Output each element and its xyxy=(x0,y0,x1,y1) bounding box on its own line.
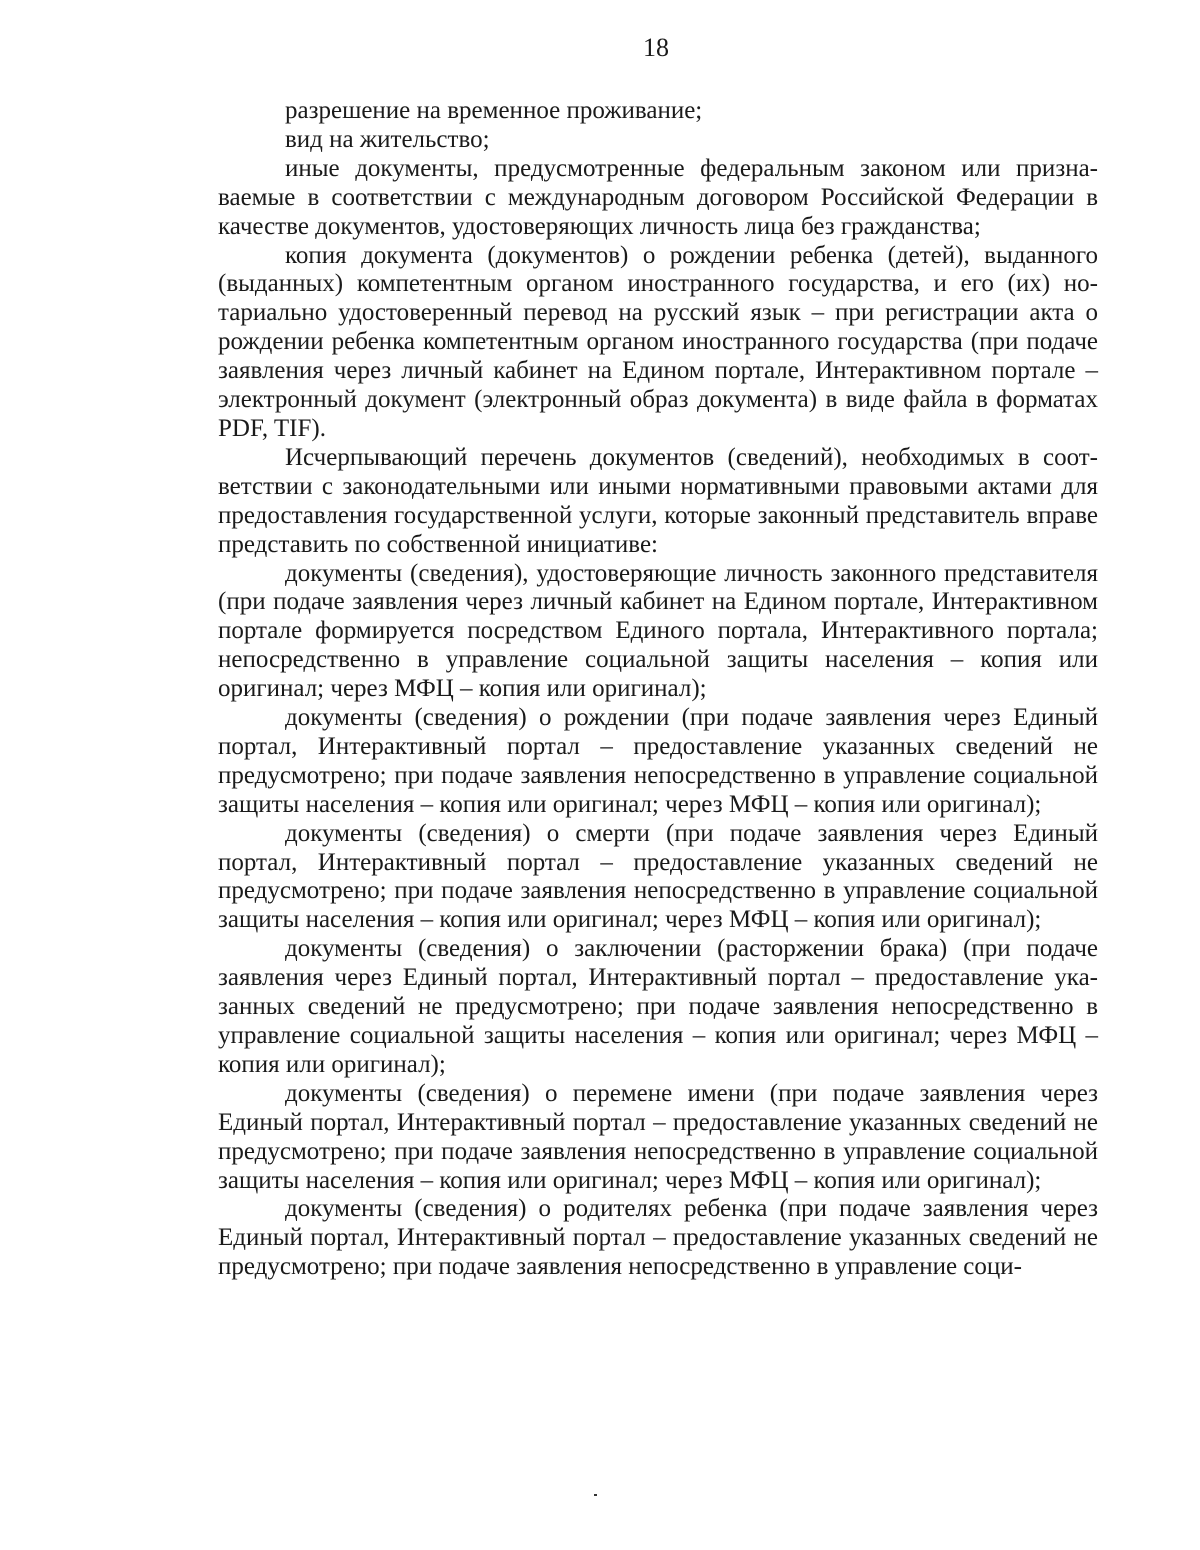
scan-speck xyxy=(594,1494,597,1496)
paragraph-birth-documents: документы (сведения) о рождении (при подаче заявления через Единый портал, Интерактивный портал – предоставление указанных сведений не предусмотрено; при подаче заявления непосредственно в управление социальной защиты населения – копия или оригинал; через МФЦ – копия или оригинал); xyxy=(218,704,1098,818)
paragraph-name-change-documents: документы (сведения) о перемене имени (при подаче заявления через Единый портал, Интерактивный портал – предоставление указанных сведений не предусмотрено; при подаче заявления непосредственно в управление социальной защиты населения – копия или оригинал; через МФЦ – копия или оригинал); xyxy=(218,1079,1098,1194)
paragraph-temporary-residence: разрешение на временное проживание; xyxy=(285,97,703,124)
document-body xyxy=(218,97,1098,1282)
paragraph-identity-documents: документы (сведения), удостоверяющие личность законного представителя (при подаче заявления через личный кабинет на Едином портале, Интерактивном портале формируется посредством Единого портала, Интерактивного портала; непосредственно в управление социальной защиты населения – копия или оригинал; через МФЦ – копия или оригинал); xyxy=(218,559,1098,703)
paragraph-other-documents: иные документы, предусмотренные федеральным законом или признаваемые в соответствии с международным договором Российской Федерации в качестве документов, удостоверяющих личность лица без гражданства; xyxy=(218,154,1098,240)
paragraph-parents-documents: документы (сведения) о родителях ребенка (при подаче заявления через Единый портал, Интерактивный портал – предоставление указанных сведений не предусмотрено; при подаче заявления непосредственно в управление соци- xyxy=(218,1195,1098,1281)
paragraph-birth-document-copy: копия документа (документов) о рождении ребенка (детей), выданного (выданных) компетентным органом иностранного государства, и его (их) нотариально удостоверенный перевод на русский язык – при регистрации акта о рождении ребенка компетентным органом иностранного государства (при подаче заявления через личный кабинет на Едином портале, Интерактивном портале – электронный документ (электронный образ документа) в виде файла в форматах PDF, TIF). xyxy=(218,241,1098,442)
paragraph-death-documents: документы (сведения) о смерти (при подаче заявления через Единый портал, Интерактивный портал – предоставление указанных сведений не предусмотрено; при подаче заявления непосредственно в управление социальной защиты населения – копия или оригинал; через МФЦ – копия или оригинал); xyxy=(218,819,1098,934)
paragraph-residence-permit: вид на жительство; xyxy=(285,125,490,153)
page-number: 18 xyxy=(643,33,669,62)
paragraph-marriage-documents: документы (сведения) о заключении (расторжении брака) (при подаче заявления через Единый портал, Интерактивный портал – предоставление указанных сведений не предусмотрено; при подаче заявления непосредственно в управление социальной защиты населения – копия или оригинал; через МФЦ – копия или оригинал); xyxy=(218,935,1098,1078)
paragraph-exhaustive-list: Исчерпывающий перечень документов (сведений), необходимых в соответствии с законодательными или иными нормативными правовыми актами для предоставления государственной услуги, которые законный представитель вправе представить по собственной инициативе: xyxy=(218,443,1098,558)
